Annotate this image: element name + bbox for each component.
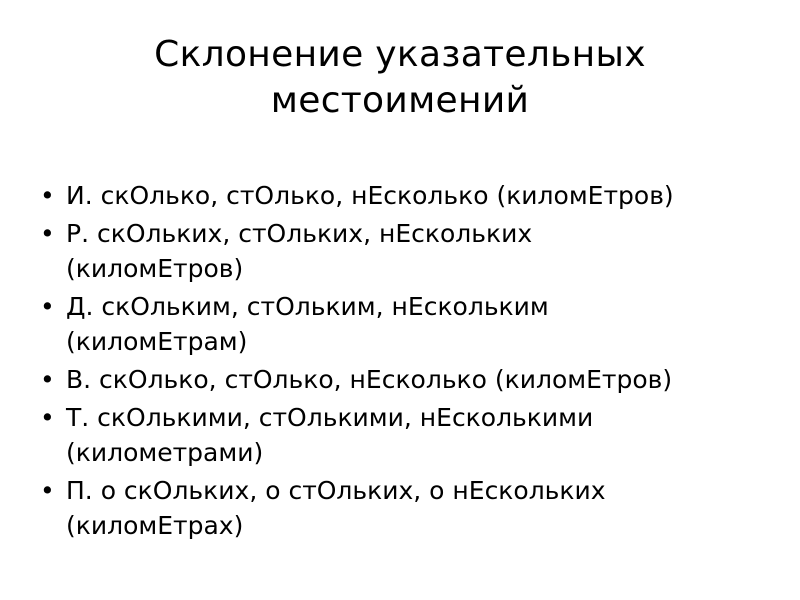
list-item (40, 178, 800, 213)
bullet-icon: • (40, 219, 55, 248)
list-item (40, 362, 800, 397)
bullet-icon: • (40, 292, 55, 321)
list-item-text: В. скОлько, стОлько, нЕсколько (киломЕтров) (66, 365, 673, 394)
bullet-icon: • (40, 365, 55, 394)
list-item-text: Д. скОльким, стОльким, нЕскольким (66, 292, 549, 321)
list-item (40, 473, 800, 543)
list-item-text: (киломЕтров) (66, 254, 244, 283)
list-item-text: (киломЕтрах) (66, 511, 244, 540)
list-item-text: (километрами) (66, 438, 264, 467)
list-item-text: Р. скОльких, стОльких, нЕскольких (66, 219, 533, 248)
list-item (40, 289, 800, 359)
bullet-icon: • (40, 476, 55, 505)
list-item (40, 400, 800, 470)
list-item-text: И. скОлько, стОлько, нЕсколько (киломЕтров) (66, 181, 674, 210)
list-item-text: Т. скОлькими, стОлькими, нЕсколькими (66, 403, 594, 432)
slide-title-line: Склонение указательных (154, 34, 646, 75)
list-item-text: (киломЕтрам) (66, 327, 248, 356)
bullet-icon: • (40, 181, 55, 210)
declension-list (40, 178, 800, 546)
slide-title-line: местоимений (270, 80, 530, 121)
list-item (40, 216, 800, 286)
bullet-icon: • (40, 403, 55, 432)
slide-title (0, 32, 800, 124)
list-item-text: П. о скОльких, о стОльких, о нЕскольких (66, 476, 606, 505)
